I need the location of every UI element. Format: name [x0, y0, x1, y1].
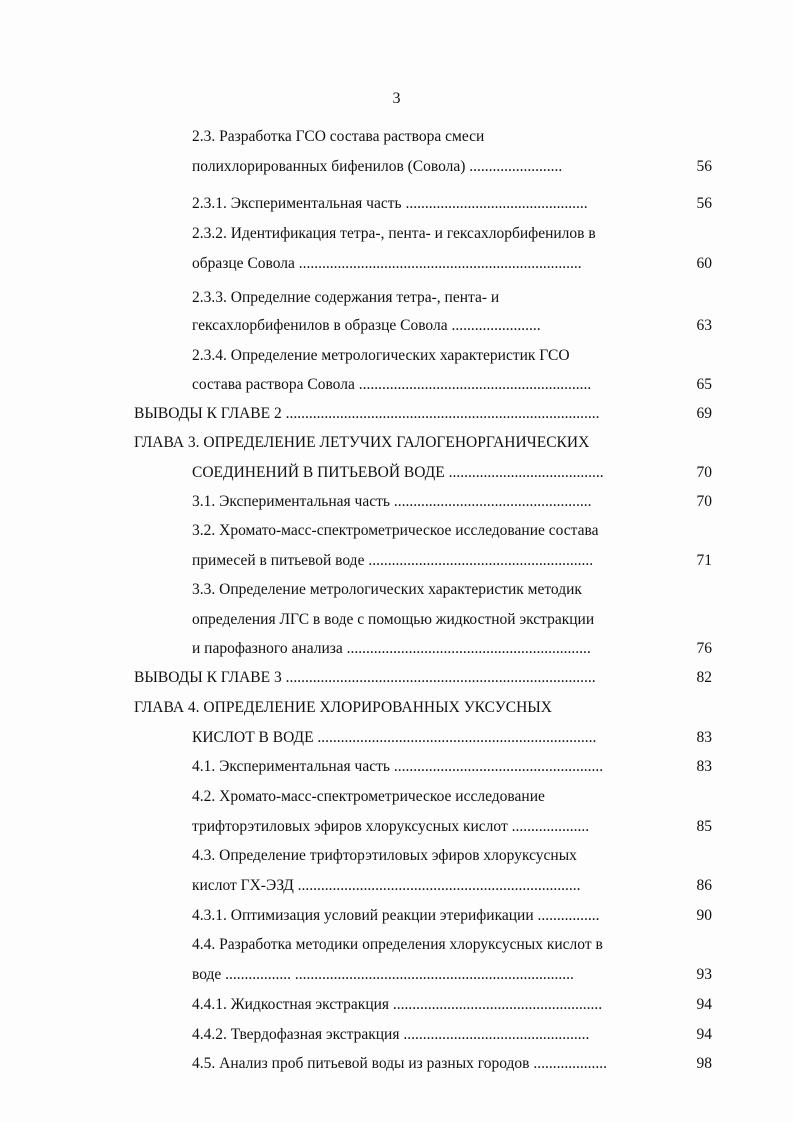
- toc-entry-3-3-line-1: 3.3. Определение метрологических характеристик методик: [192, 581, 582, 598]
- toc-entry-chapter-3-line-1: ГЛАВА 3. ОПРЕДЕЛЕНИЕ ЛЕТУЧИХ ГАЛОГЕНОРГАНИЧЕСКИХ: [134, 434, 590, 451]
- toc-entry-chapter-4-line-2: КИСЛОТ В ВОДЕ ........................................................................: [192, 729, 597, 746]
- toc-entry-4-4-2: 4.4.2. Твердофазная экстракция ................................................: [192, 1026, 590, 1043]
- toc-entry-2-3-2-page: 60: [696, 255, 712, 272]
- toc-entry-2-3-4-line-1: 2.3.4. Определение метрологических характеристик ГСО: [192, 347, 570, 364]
- toc-entry-4-4-1-page: 94: [696, 996, 712, 1013]
- toc-entry-4-1: 4.1. Экспериментальная часть ......................................................: [192, 758, 604, 775]
- toc-entry-4-3-1: 4.3.1. Оптимизация условий реакции этерификации ................: [192, 907, 600, 924]
- toc-entry-2-3-line-1: 2.3. Разработка ГСО состава раствора смеси: [192, 128, 485, 145]
- toc-entry-2-3-2-line-1: 2.3.2. Идентификация тетра-, пента- и гексахлорбифенилов в: [192, 225, 596, 242]
- toc-entry-3-3-line-3: и парофазного анализа ...............................................................: [192, 640, 591, 657]
- toc-entry-conclusions-2-page: 69: [696, 405, 712, 422]
- toc-entry-2-3-2-line-2: образце Совола .........................................................................: [192, 255, 582, 272]
- toc-entry-2-3-3-line-2: гексахлорбифенилов в образце Совола .......................: [192, 317, 541, 334]
- toc-entry-conclusions-3: ВЫВОДЫ К ГЛАВЕ 3 ................................................................................: [134, 669, 596, 686]
- toc-entry-chapter-4-line-1: ГЛАВА 4. ОПРЕДЕЛЕНИЕ ХЛОРИРОВАННЫХ УКСУСНЫХ: [134, 699, 552, 716]
- toc-entry-4-4-2-page: 94: [696, 1026, 712, 1043]
- toc-entry-2-3-3-line-1: 2.3.3. Определние содержания тетра-, пента- и: [192, 289, 500, 306]
- toc-entry-3-2-line-2: примесей в питьевой воде ..........................................................: [192, 552, 594, 569]
- toc-entry-2-3-4-line-2: состава раствора Совола ............................................................: [192, 376, 592, 393]
- toc-entry-2-3-4-page: 65: [696, 376, 712, 393]
- toc-entry-2-3-1: 2.3.1. Экспериментальная часть ...............................................: [192, 195, 588, 212]
- toc-entry-3-2-line-1: 3.2. Хромато-масс-спектрометрическое исследование состава: [192, 522, 599, 539]
- toc-entry-4-2-page: 85: [696, 818, 712, 835]
- toc-entry-3-1: 3.1. Экспериментальная часть ...................................................: [192, 493, 592, 510]
- page-number: 3: [392, 90, 401, 107]
- toc-entry-4-3-line-1: 4.3. Определение трифторэтиловых эфиров хлоруксусных: [192, 847, 577, 864]
- toc-entry-4-3-1-page: 90: [696, 907, 712, 924]
- toc-entry-4-4-line-2: воде ................. ........................................................................: [192, 966, 574, 983]
- toc-entry-chapter-4-page: 83: [696, 729, 712, 746]
- toc-entry-4-2-line-1: 4.2. Хромато-масс-спектрометрическое исследование: [192, 788, 545, 805]
- toc-entry-4-2-line-2: трифторэтиловых эфиров хлоруксусных кислот ....................: [192, 818, 590, 835]
- toc-entry-4-5-page: 98: [696, 1055, 712, 1072]
- toc-entry-3-3-page: 76: [696, 640, 712, 657]
- toc-entry-2-3-page: 56: [696, 158, 712, 175]
- toc-entry-3-3-line-2: определения ЛГС в воде с помощью жидкостной экстракции: [192, 611, 595, 628]
- toc-entry-2-3-1-page: 56: [696, 195, 712, 212]
- toc-entry-conclusions-3-page: 82: [696, 669, 712, 686]
- toc-entry-4-3-page: 86: [696, 877, 712, 894]
- toc-entry-3-1-page: 70: [696, 493, 712, 510]
- toc-entry-4-4-1: 4.4.1. Жидкостная экстракция ......................................................: [192, 996, 603, 1013]
- toc-entry-4-4-page: 93: [696, 966, 712, 983]
- toc-entry-2-3-line-2: полихлорированных бифенилов (Совола) ........................: [192, 158, 563, 175]
- toc-entry-4-5: 4.5. Анализ проб питьевой воды из разных городов ...................: [192, 1055, 607, 1072]
- toc-entry-chapter-3-line-2: СОЕДИНЕНИЙ В ПИТЬЕВОЙ ВОДЕ ........................................: [192, 464, 604, 481]
- toc-entry-2-3-3-page: 63: [696, 317, 712, 334]
- toc-entry-conclusions-2: ВЫВОДЫ К ГЛАВЕ 2 .................................................................................: [134, 405, 600, 422]
- toc-entry-3-2-page: 71: [696, 552, 712, 569]
- toc-entry-4-4-line-1: 4.4. Разработка методики определения хлоруксусных кислот в: [192, 936, 603, 953]
- toc-entry-chapter-3-page: 70: [696, 464, 712, 481]
- toc-entry-4-3-line-2: кислот ГХ-ЭЗД .........................................................................: [192, 877, 581, 894]
- toc-entry-4-1-page: 83: [696, 758, 712, 775]
